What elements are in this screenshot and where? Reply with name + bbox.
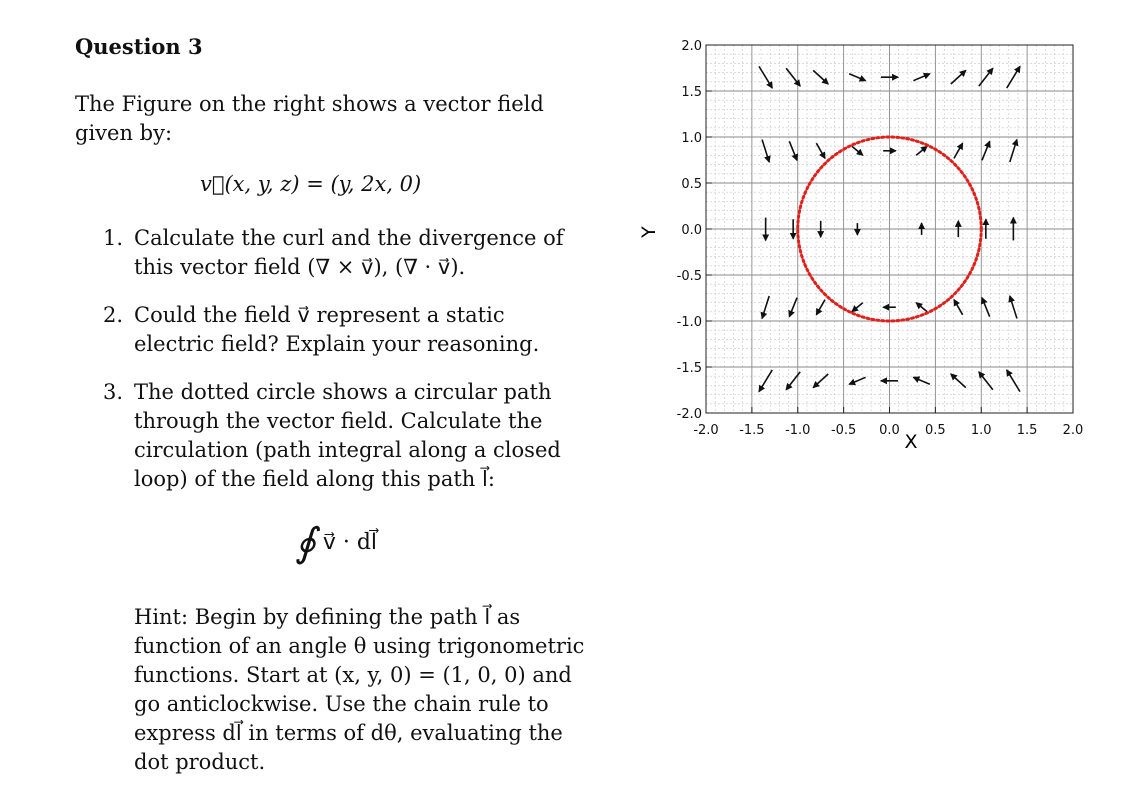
- field-arrow: [913, 74, 929, 81]
- field-arrow: [789, 141, 797, 160]
- field-arrow: [813, 374, 828, 388]
- field-arrow: [759, 66, 772, 88]
- item-text: Could the field v⃗ represent a static electric field? Explain your reasoning.: [134, 303, 540, 356]
- x-axis-label: X: [904, 431, 918, 453]
- field-arrow: [1007, 370, 1020, 392]
- major-grid: [706, 45, 1073, 413]
- circulation-integral: [295, 520, 377, 566]
- field-arrow: [1007, 66, 1020, 88]
- minor-grid: [706, 45, 1073, 413]
- field-arrow: [979, 68, 993, 86]
- intro-text: The Figure on the right shows a vector field given by:: [75, 92, 544, 145]
- field-arrow: [954, 300, 963, 315]
- field-arrows: [759, 66, 1020, 391]
- field-arrow: [786, 68, 800, 86]
- field-arrow: [786, 372, 800, 390]
- y-tick-label: 0.0: [681, 223, 702, 238]
- y-tick-label: 0.5: [681, 177, 702, 192]
- question-item-3: [103, 378, 583, 494]
- item-number: 3.: [103, 380, 124, 404]
- y-tick-label: 2.0: [681, 39, 702, 54]
- item-number: 1.: [103, 226, 124, 250]
- field-arrow: [979, 372, 993, 390]
- field-arrow: [813, 70, 828, 84]
- question-item-2: [103, 301, 583, 359]
- field-arrow: [913, 377, 929, 384]
- field-arrow: [852, 303, 863, 312]
- x-tick-label: 0.5: [925, 423, 946, 438]
- field-arrow: [789, 298, 797, 317]
- x-tick-label: -1.0: [785, 423, 811, 438]
- x-tick-label: 1.0: [970, 423, 992, 438]
- x-tick-label: 0.0: [879, 423, 900, 438]
- plot-frame: [706, 45, 1073, 413]
- y-tick-label: 1.0: [681, 131, 702, 146]
- field-arrow: [916, 146, 927, 155]
- field-arrow: [816, 300, 825, 315]
- field-arrow: [849, 74, 865, 81]
- y-tick-label: -2.0: [676, 407, 702, 422]
- y-tick-label: -1.0: [676, 315, 702, 330]
- field-arrow: [759, 370, 772, 392]
- field-equation: v⃗(x, y, z) = (y, 2x, 0): [200, 172, 422, 196]
- contour-integral-symbol: ∮: [295, 520, 316, 566]
- x-tick-label: -0.5: [830, 423, 857, 438]
- y-tick-label: -1.5: [676, 361, 702, 376]
- y-tick-label: -0.5: [676, 269, 702, 284]
- item-text: Calculate the curl and the divergence of this vector field (∇ × v⃗), (∇ · v⃗).: [134, 226, 564, 279]
- field-arrow: [951, 374, 966, 388]
- tick-labels: [677, 39, 1084, 438]
- field-arrow: [982, 298, 990, 317]
- x-tick-label: 1.5: [1016, 423, 1038, 438]
- y-tick-label: 1.5: [681, 85, 702, 100]
- field-arrow: [762, 296, 769, 318]
- x-tick-label: 2.0: [1062, 423, 1084, 438]
- field-arrow: [951, 70, 966, 84]
- field-arrow: [982, 141, 990, 160]
- question-title: Question 3: [75, 34, 203, 59]
- y-axis-label: Y: [638, 226, 660, 238]
- field-arrow: [954, 143, 963, 158]
- integral-body: v⃗ · dl⃗: [322, 530, 378, 555]
- question-item-1: [103, 224, 583, 282]
- circle-path: [798, 137, 982, 321]
- x-tick-label: -1.5: [739, 423, 765, 438]
- field-arrow: [1010, 296, 1017, 318]
- hint-text: Hint: Begin by defining the path l⃗ as function of an angle θ using trigonometric functions. Start at (x, y, 0) = (1, 0, 0) and go anticlockwise. Use the chain rule to express dl⃗ in terms of dθ, evaluating the dot product.: [134, 605, 585, 774]
- field-arrow: [1010, 140, 1017, 162]
- plot-axes: [706, 45, 1073, 413]
- item-number: 2.: [103, 303, 124, 327]
- field-arrow: [849, 377, 865, 384]
- field-arrow: [852, 146, 863, 155]
- field-arrow: [762, 140, 769, 162]
- field-arrow: [916, 303, 927, 312]
- x-tick-label: -2.0: [693, 423, 719, 438]
- field-arrow: [816, 143, 825, 158]
- dotted-circle: [798, 137, 982, 321]
- item-text: The dotted circle shows a circular path through the vector field. Calculate the circulation (path integral along a closed loop) of the field along this path l⃗:: [134, 380, 561, 491]
